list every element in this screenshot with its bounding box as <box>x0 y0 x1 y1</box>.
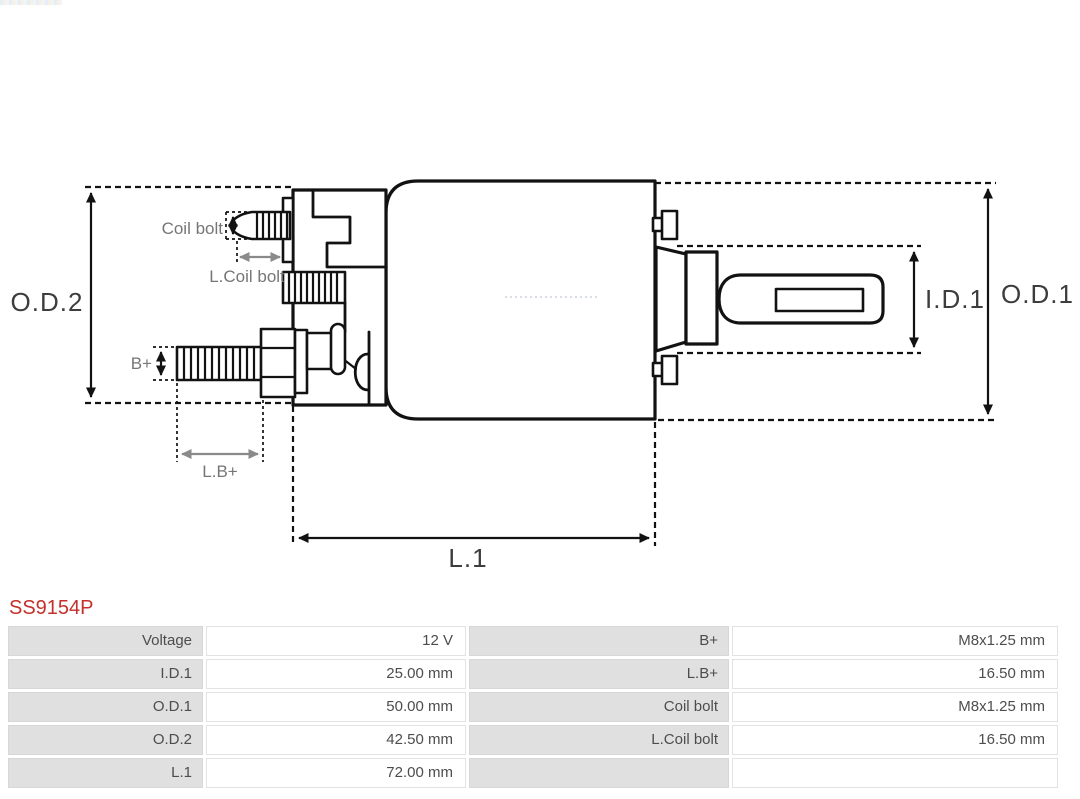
spec-label-cell <box>469 758 729 788</box>
spec-label-cell: Voltage <box>8 626 203 656</box>
front-flange <box>656 247 717 351</box>
spec-label-cell: B+ <box>469 626 729 656</box>
coil-bolt <box>231 212 290 239</box>
dim-label-id1: I.D.1 <box>925 284 985 314</box>
dim-label-od2: O.D.2 <box>10 287 84 317</box>
spec-table <box>8 626 1058 788</box>
spec-value-cell: 42.50 mm <box>206 725 466 755</box>
plunger-shaft <box>719 275 883 323</box>
spec-value-cell: M8x1.25 mm <box>732 626 1058 656</box>
threaded-bushing <box>283 272 345 303</box>
spec-value-cell: 16.50 mm <box>732 725 1058 755</box>
spec-value-cell: 12 V <box>206 626 466 656</box>
spec-value-cell: 16.50 mm <box>732 659 1058 689</box>
spec-label-cell: O.D.1 <box>8 692 203 722</box>
spec-value-cell: 25.00 mm <box>206 659 466 689</box>
spec-label-cell: L.Coil bolt <box>469 725 729 755</box>
spec-value-cell <box>732 758 1058 788</box>
spec-label-cell: Coil bolt <box>469 692 729 722</box>
dim-label-od1: O.D.1 <box>1001 279 1074 309</box>
plunger-slot <box>776 289 863 311</box>
dim-label-b-plus: B+ <box>130 354 152 373</box>
dim-label-coil-bolt: Coil bolt <box>161 219 223 238</box>
spec-label-cell: I.D.1 <box>8 659 203 689</box>
solenoid-body-outline <box>386 181 655 419</box>
spec-value-cell: 72.00 mm <box>206 758 466 788</box>
dim-label-l-coil-bolt: L.Coil bolt <box>209 267 285 286</box>
dim-label-l-b-plus: L.B+ <box>202 462 238 481</box>
spec-value-cell: M8x1.25 mm <box>732 692 1058 722</box>
part-number-link[interactable]: SS9154P <box>9 597 94 619</box>
spec-label-cell: L.B+ <box>469 659 729 689</box>
spec-label-cell: L.1 <box>8 758 203 788</box>
tiny-artifact-strip <box>0 0 62 5</box>
dim-label-l1: L.1 <box>448 543 488 573</box>
spec-label-cell: O.D.2 <box>8 725 203 755</box>
spec-value-cell: 50.00 mm <box>206 692 466 722</box>
